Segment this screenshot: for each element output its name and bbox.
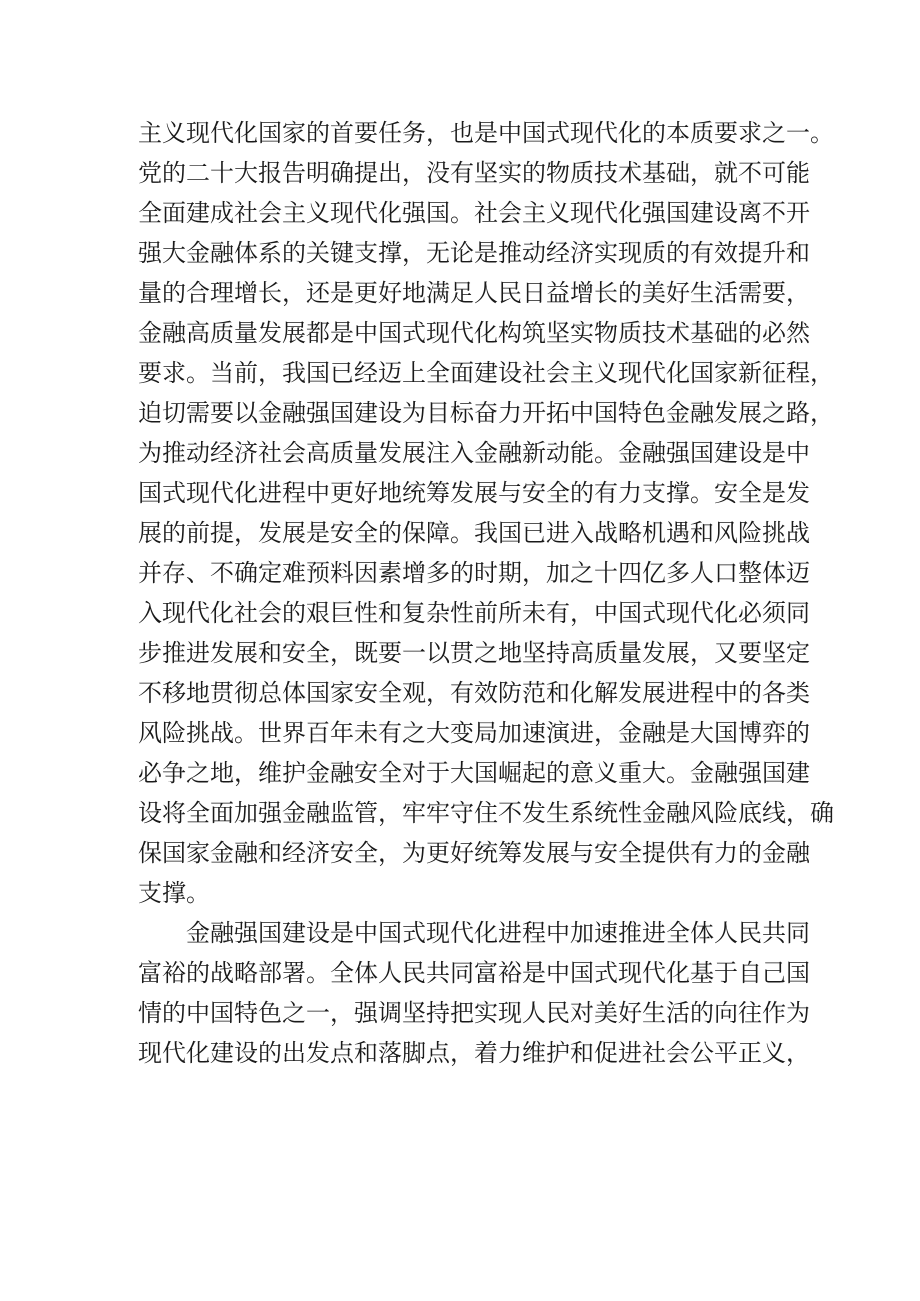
text-line: 支撑。: [138, 879, 210, 907]
text-line: 入现代化社会的艰巨性和复杂性前所未有，中国式现代化必须同: [138, 599, 810, 627]
text-line: 情的中国特色之一，强调坚持把实现人民对美好生活的向往作为: [138, 999, 810, 1027]
document-body: [138, 113, 834, 1073]
text-line: 必争之地，维护金融安全对于大国崛起的意义重大。金融强国建: [138, 759, 810, 787]
text-line: 国式现代化进程中更好地统筹发展与安全的有力支撑。安全是发: [138, 479, 810, 507]
text-line: 风险挑战。世界百年未有之大变局加速演进，金融是大国博弈的: [138, 719, 810, 747]
text-line: 强大金融体系的关键支撑，无论是推动经济实现质的有效提升和: [138, 239, 810, 267]
text-line: 富裕的战略部署。全体人民共同富裕是中国式现代化基于自己国: [138, 959, 810, 987]
text-line: 设将全面加强金融监管，牢牢守住不发生系统性金融风险底线，确: [138, 799, 834, 827]
text-line: 金融强国建设是中国式现代化进程中加速推进全体人民共同: [186, 919, 810, 947]
paragraph-1: [138, 113, 834, 913]
text-line: 不移地贯彻总体国家安全观，有效防范和化解发展进程中的各类: [138, 679, 810, 707]
paragraph-2: [138, 913, 810, 1073]
text-line: 并存、不确定难预料因素增多的时期，加之十四亿多人口整体迈: [138, 559, 810, 587]
text-line: 党的二十大报告明确提出，没有坚实的物质技术基础，就不可能: [138, 159, 810, 187]
text-line: 为推动经济社会高质量发展注入金融新动能。金融强国建设是中: [138, 439, 810, 467]
text-line: 金融高质量发展都是中国式现代化构筑坚实物质技术基础的必然: [138, 319, 810, 347]
text-line: 步推进发展和安全，既要一以贯之地坚持高质量发展，又要坚定: [138, 639, 810, 667]
text-line: 主义现代化国家的首要任务，也是中国式现代化的本质要求之一。: [138, 119, 834, 147]
text-line: 全面建成社会主义现代化强国。社会主义现代化强国建设离不开: [138, 199, 810, 227]
text-line: 保国家金融和经济安全，为更好统筹发展与安全提供有力的金融: [138, 839, 810, 867]
text-line: 现代化建设的出发点和落脚点，着力维护和促进社会公平正义，: [138, 1039, 810, 1067]
text-line: 展的前提，发展是安全的保障。我国已进入战略机遇和风险挑战: [138, 519, 810, 547]
text-line: 要求。当前，我国已经迈上全面建设社会主义现代化国家新征程，: [138, 359, 834, 387]
text-line: 迫切需要以金融强国建设为目标奋力开拓中国特色金融发展之路，: [138, 399, 834, 427]
text-line: 量的合理增长，还是更好地满足人民日益增长的美好生活需要，: [138, 279, 810, 307]
